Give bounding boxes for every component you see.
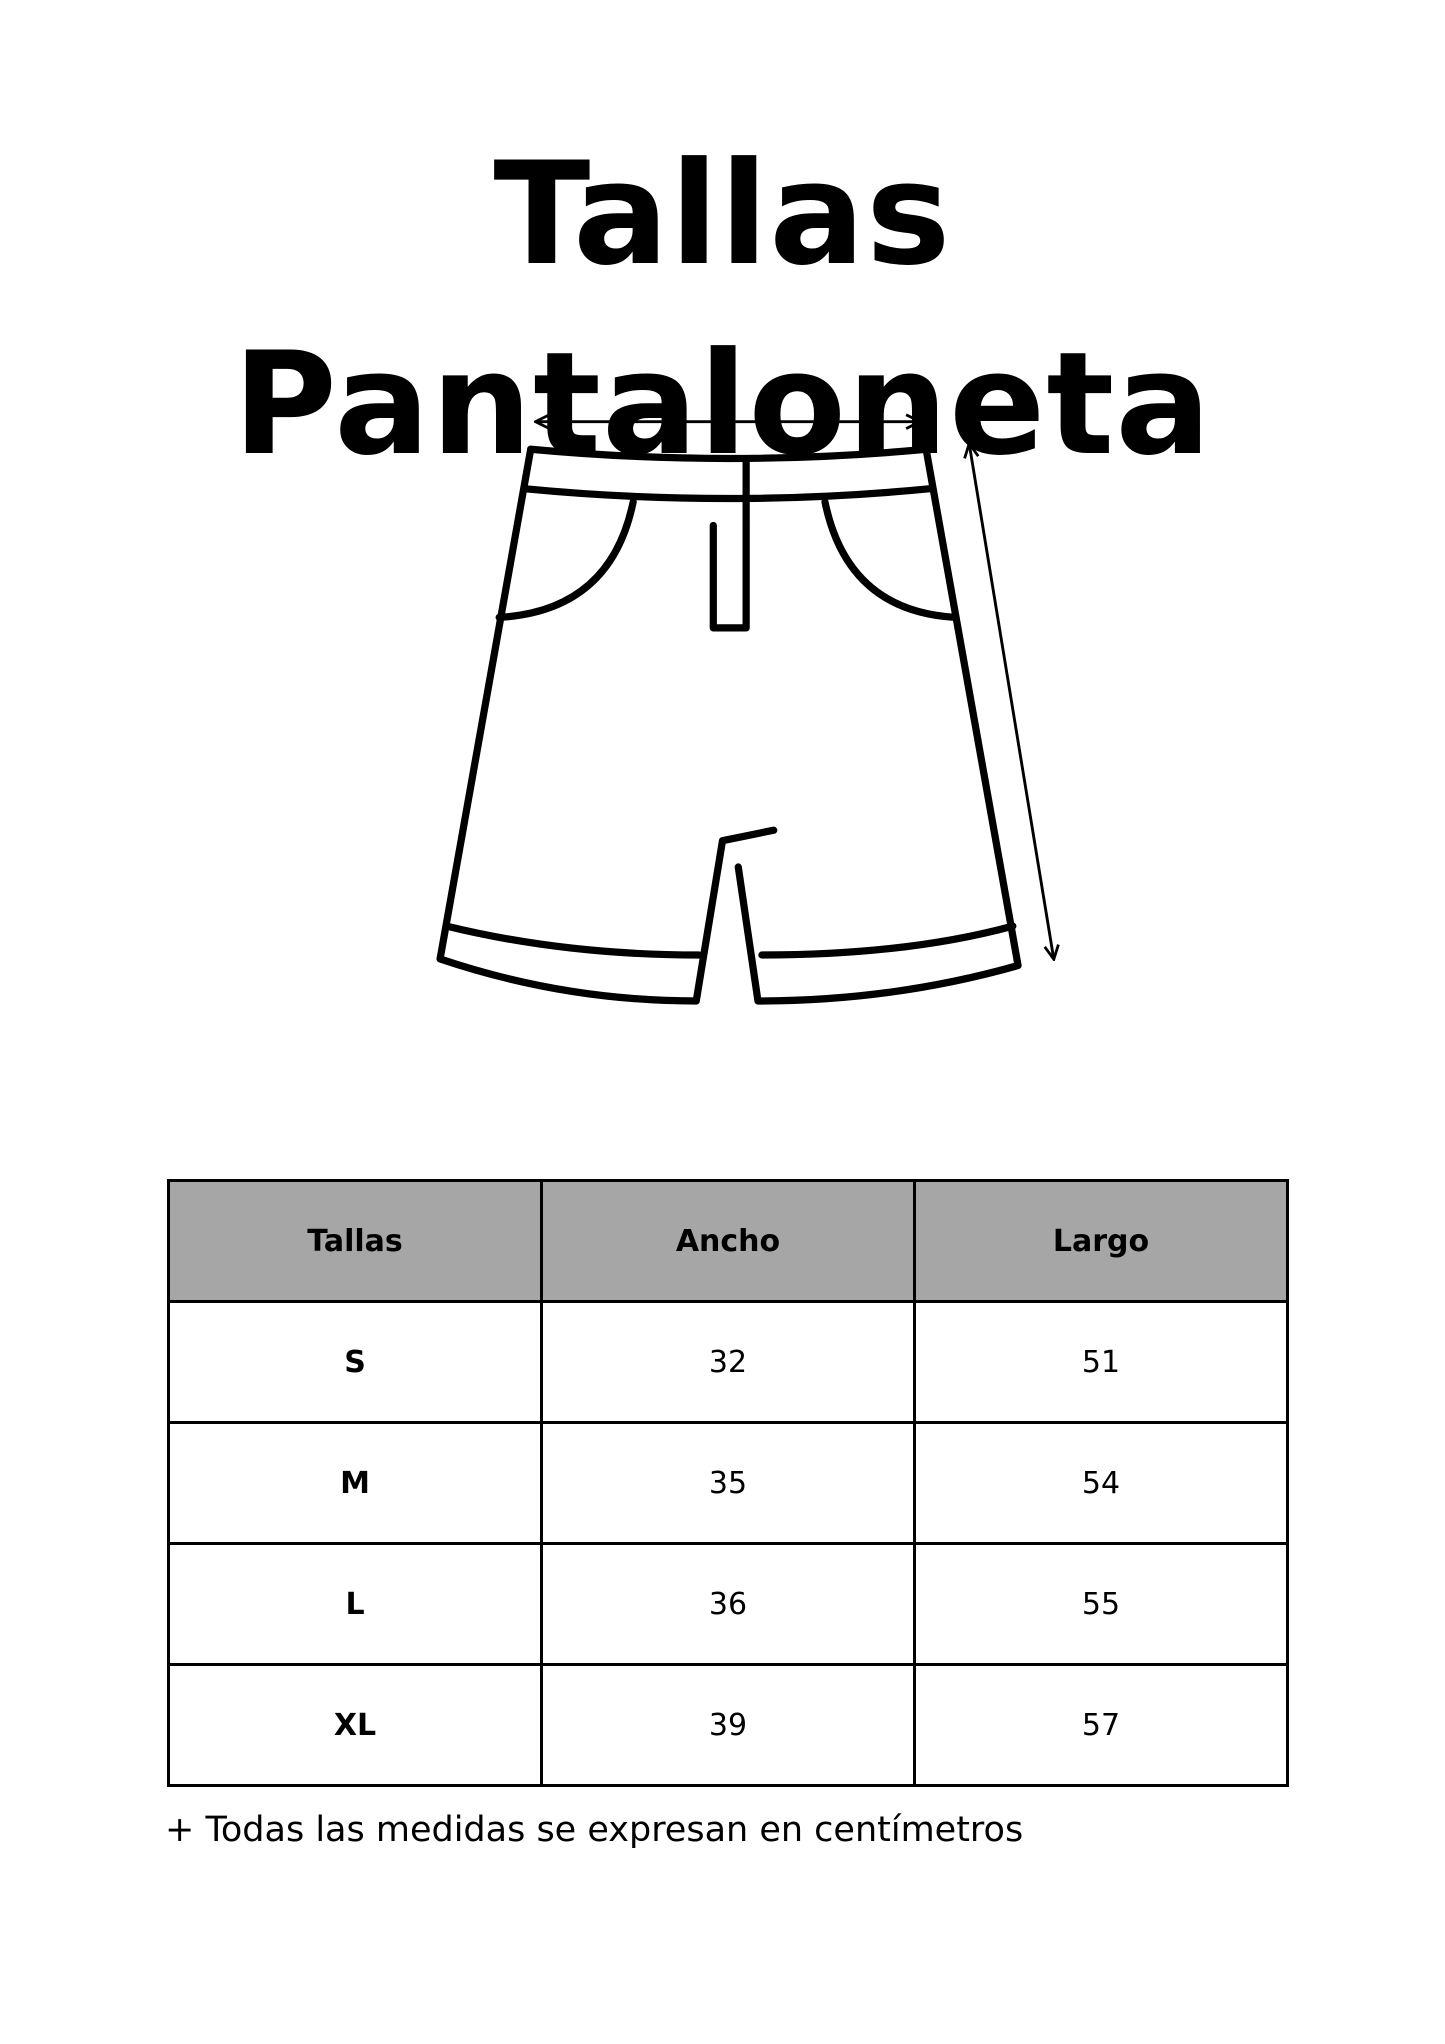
ancho-cell: 39: [542, 1665, 915, 1786]
length-arrow-icon: [969, 445, 1053, 957]
largo-cell: 51: [915, 1302, 1288, 1423]
shorts-outline: [440, 449, 1018, 1001]
table-header-row: [169, 1181, 1288, 1302]
size-cell: S: [169, 1302, 542, 1423]
table-row: [169, 1423, 1288, 1544]
table-row: [169, 1544, 1288, 1665]
size-cell: L: [169, 1544, 542, 1665]
table-row: [169, 1665, 1288, 1786]
largo-cell: 57: [915, 1665, 1288, 1786]
measurement-note: + Todas las medidas se expresan en centímetros: [165, 1810, 1024, 1850]
header-largo: Largo: [915, 1181, 1288, 1302]
header-tallas: Tallas: [169, 1181, 542, 1302]
largo-cell: 55: [915, 1544, 1288, 1665]
largo-cell: 54: [915, 1423, 1288, 1544]
header-ancho: Ancho: [542, 1181, 915, 1302]
ancho-cell: 35: [542, 1423, 915, 1544]
size-cell: M: [169, 1423, 542, 1544]
size-cell: XL: [169, 1665, 542, 1786]
ancho-cell: 36: [542, 1544, 915, 1665]
size-table: [167, 1179, 1289, 1787]
ancho-cell: 32: [542, 1302, 915, 1423]
page-title: Tallas Pantaloneta: [232, 132, 1213, 487]
table-row: [169, 1302, 1288, 1423]
